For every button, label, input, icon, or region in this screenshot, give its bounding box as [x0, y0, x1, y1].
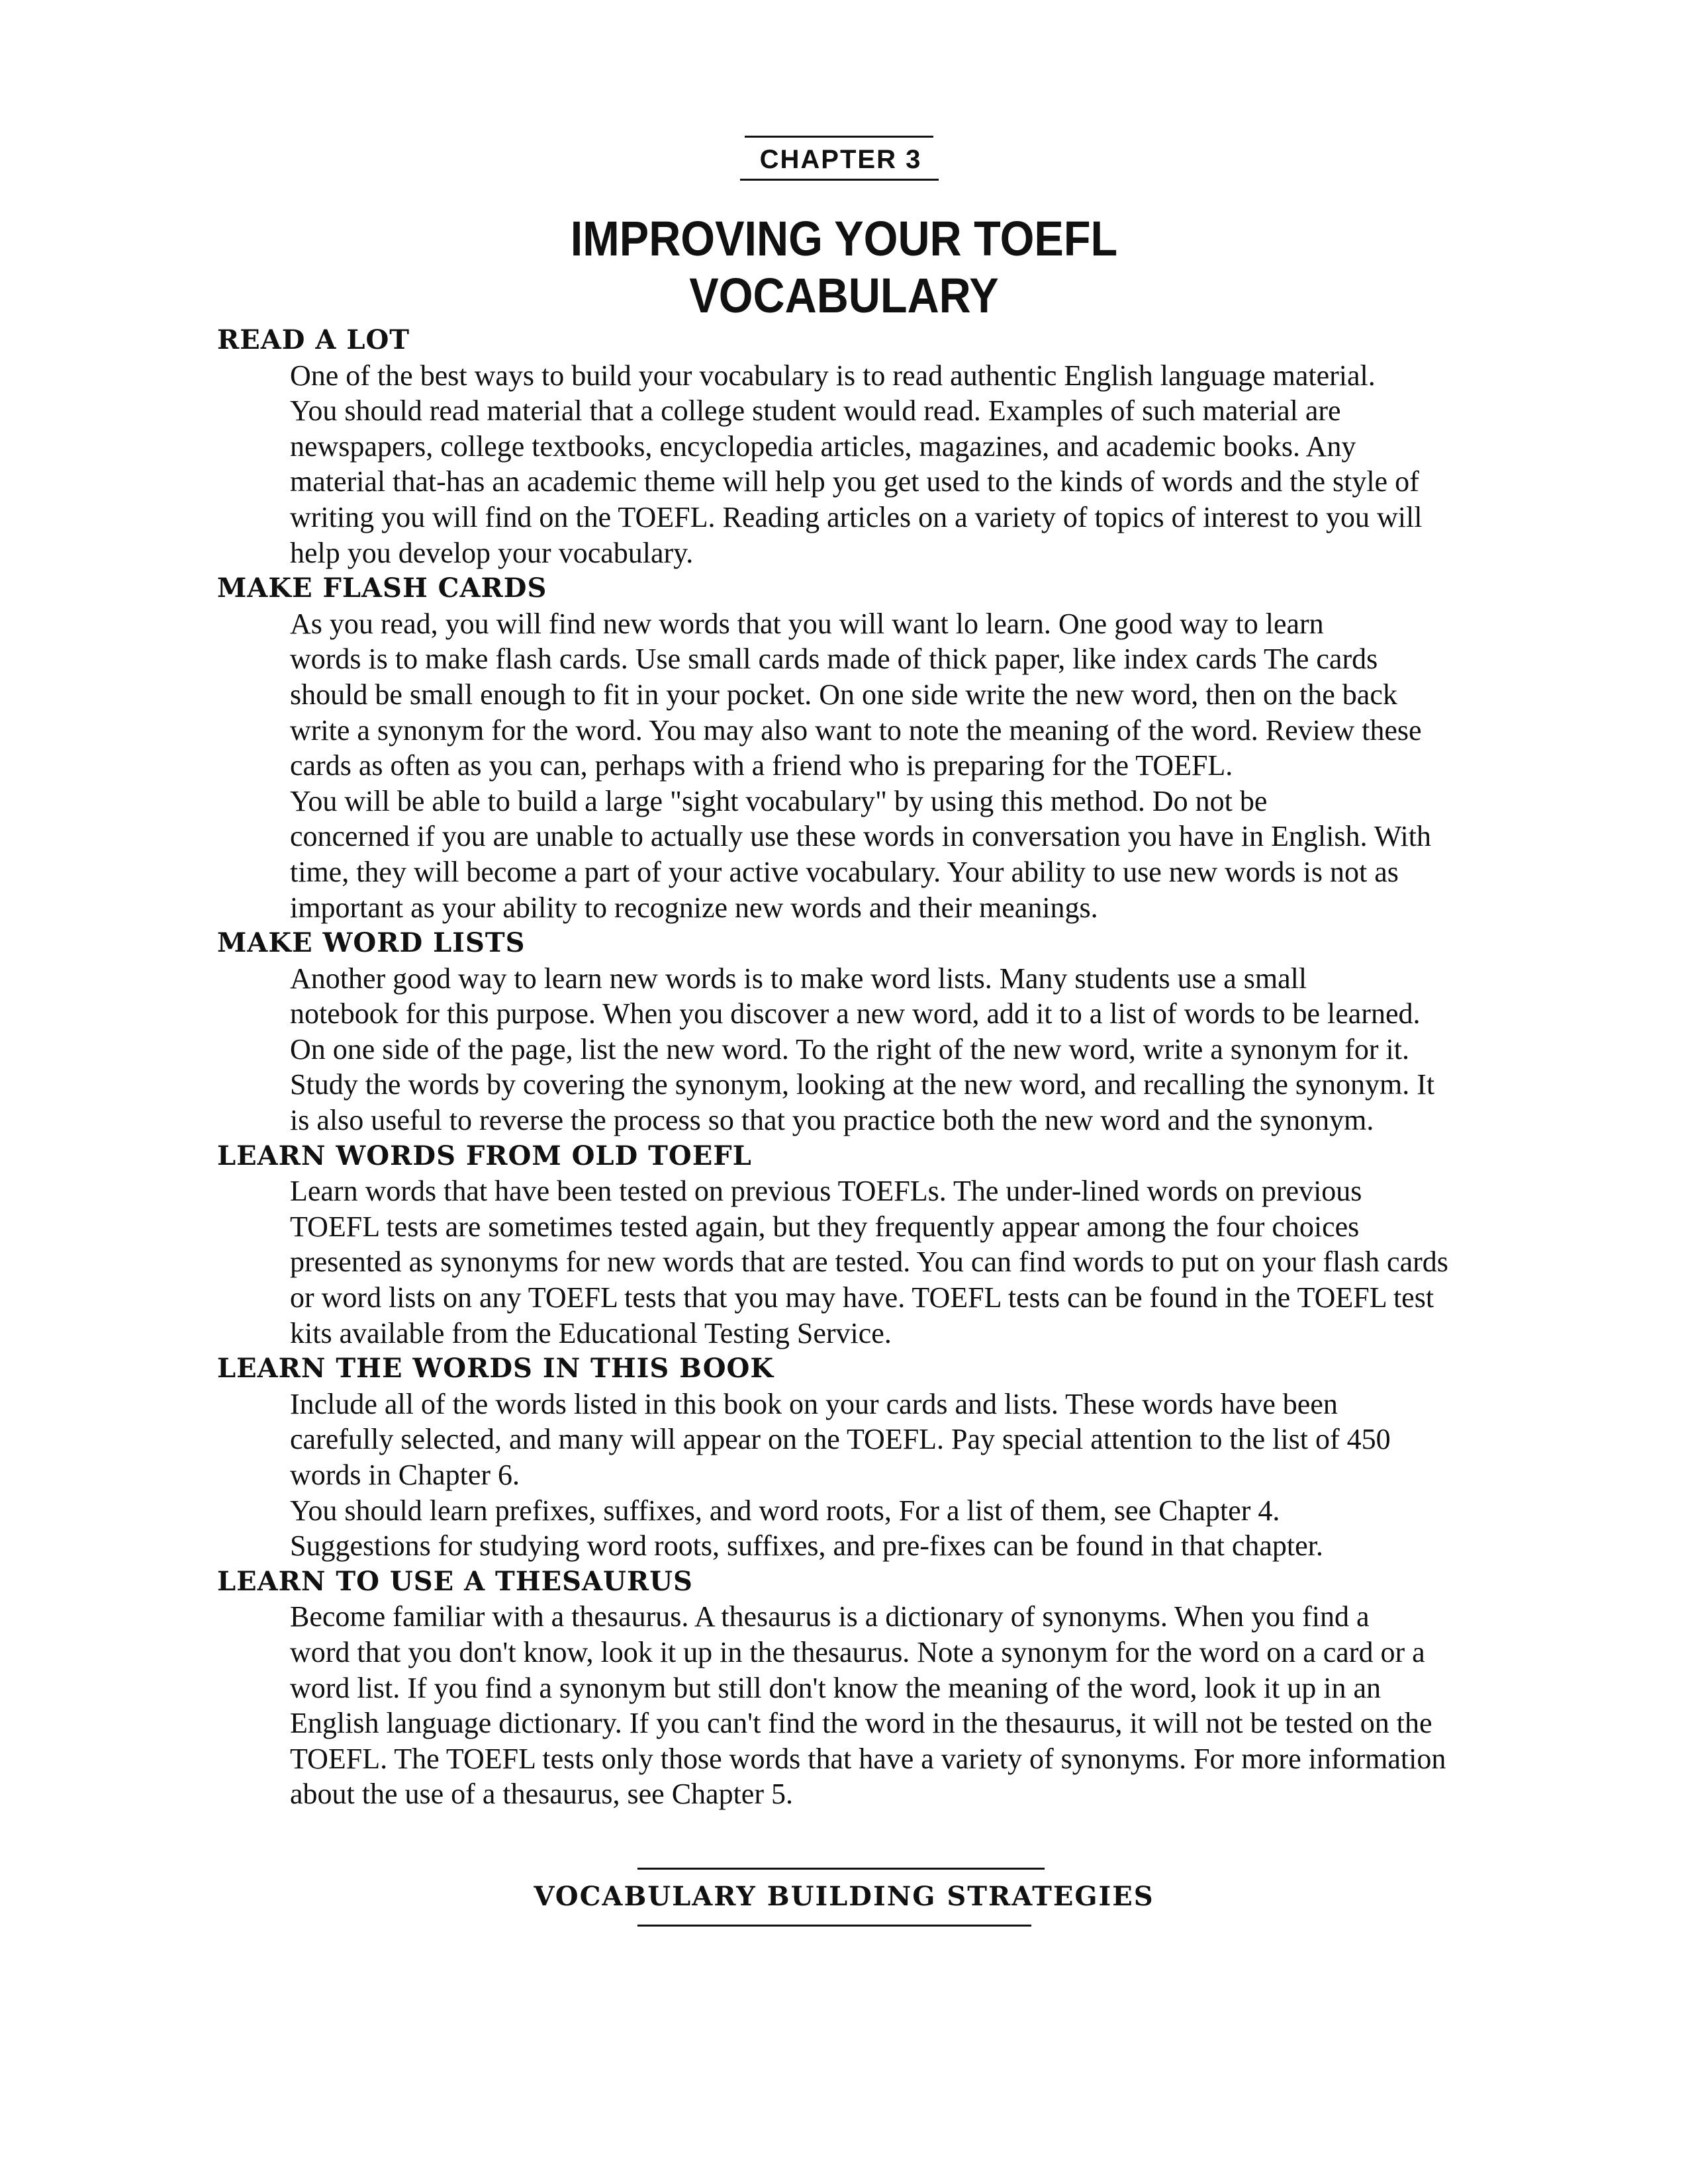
section-learn-to-use-a-thesaurus	[217, 1564, 1462, 1812]
text-line: is also useful to reverse the process so that you practice both the new word and the synonym.	[290, 1104, 1374, 1137]
section-learn-the-words-in-this-book	[217, 1351, 1462, 1564]
text-line: or word lists on any TOEFL tests that you may have. TOEFL tests can be found in the TOEFL test	[290, 1281, 1434, 1314]
section-heading: LEARN WORDS FROM OLD TOEFL	[217, 1140, 752, 1171]
paragraph	[217, 358, 1462, 571]
text-line: should be small enough to fit in your pocket. On one side write the new word, then on the back	[290, 678, 1397, 711]
text-line: On one side of the page, list the new word. To the right of the new word, write a synonym for it.	[290, 1032, 1409, 1066]
text-line: words in Chapter 6.	[290, 1459, 520, 1491]
text-line: One of the best ways to build your vocabulary is to read authentic English language material.	[290, 359, 1376, 392]
text-line: cards as often as you can, perhaps with a friend who is preparing for the TOEFL.	[290, 749, 1233, 782]
text-line: notebook for this purpose. When you discover a new word, add it to a list of words to be learned.	[290, 997, 1421, 1030]
paragraph	[217, 1387, 1462, 1493]
section-heading: READ A LOT	[217, 324, 410, 355]
text-line: TOEFL tests are sometimes tested again, but they frequently appear among the four choices	[290, 1210, 1360, 1243]
text-line: material that-has an academic theme will help you get used to the kinds of words and the style of	[290, 465, 1419, 498]
section-learn-words-from-old-toefl	[217, 1138, 1462, 1351]
text-line: TOEFL. The TOEFL tests only those words that have a variety of synonyms. For more information	[290, 1742, 1446, 1775]
section-heading: LEARN THE WORDS IN THIS BOOK	[217, 1353, 774, 1385]
chapter-label: CHAPTER 3	[759, 145, 922, 174]
text-line: Include all of the words listed in this book on your cards and lists. These words have been	[290, 1387, 1338, 1420]
section-heading: LEARN TO USE A THESAURUS	[217, 1565, 693, 1597]
text-line: writing you will find on the TOEFL. Reading articles on a variety of topics of interest to you will	[290, 500, 1423, 533]
text-line: concerned if you are unable to actually use these words in conversation you have in English. With	[290, 820, 1431, 853]
document-body	[217, 322, 1462, 1812]
chapter-rule-top	[745, 136, 933, 138]
text-line: Learn words that have been tested on previous TOEFLs. The under-lined words on previous	[290, 1175, 1362, 1208]
footer-title: VOCABULARY BUILDING STRATEGIES	[534, 1881, 1154, 1912]
page-title-line: IMPROVING YOUR TOEFL	[570, 211, 1118, 266]
page-title-line: VOCABULARY	[689, 268, 999, 323]
paragraph	[217, 1599, 1462, 1812]
text-line: You should read material that a college student would read. Examples of such material are	[290, 394, 1341, 428]
section-heading: MAKE FLASH CARDS	[217, 572, 547, 604]
text-line: Study the words by covering the synonym, looking at the new word, and recalling the synonym. It	[290, 1068, 1435, 1101]
text-line: carefully selected, and many will appear on the TOEFL. Pay special attention to the list of 450	[290, 1423, 1391, 1456]
text-line: You should learn prefixes, suffixes, and word roots, For a list of them, see Chapter 4.	[290, 1494, 1280, 1527]
text-line: time, they will become a part of your active vocabulary. Your ability to use new words is not as	[290, 855, 1399, 888]
text-line: Another good way to learn new words is to make word lists. Many students use a small	[290, 962, 1307, 995]
paragraph	[217, 784, 1462, 925]
text-line: As you read, you will find new words that you will want lo learn. One good way to learn	[290, 607, 1324, 640]
footer-rule-top	[637, 1868, 1045, 1870]
text-line: Become familiar with a thesaurus. A thesaurus is a dictionary of synonyms. When you find a	[290, 1600, 1370, 1633]
paragraph	[217, 606, 1462, 784]
text-line: kits available from the Educational Testing Service.	[290, 1316, 892, 1349]
section-read-a-lot	[217, 322, 1462, 570]
text-line: newspapers, college textbooks, encyclopedia articles, magazines, and academic books. Any	[290, 430, 1356, 463]
paragraph	[217, 1173, 1462, 1351]
text-line: presented as synonyms for new words that are tested. You can find words to put on your flash cards	[290, 1246, 1448, 1279]
text-line: word list. If you find a synonym but still don't know the meaning of the word, look it up in an	[290, 1671, 1381, 1704]
paragraph	[217, 1493, 1462, 1564]
text-line: write a synonym for the word. You may also want to note the meaning of the word. Review these	[290, 713, 1422, 747]
text-line: English language dictionary. If you can't find the word in the thesaurus, it will not be tested on the	[290, 1707, 1432, 1740]
paragraph	[217, 961, 1462, 1138]
text-line: important as your ability to recognize new words and their meanings.	[290, 891, 1098, 924]
section-heading: MAKE WORD LISTS	[217, 927, 526, 959]
text-line: help you develop your vocabulary.	[290, 536, 694, 569]
footer-rule-bottom	[637, 1925, 1031, 1927]
section-make-flash-cards	[217, 570, 1462, 925]
text-line: You will be able to build a large "sight vocabulary" by using this method. Do not be	[290, 784, 1268, 817]
text-line: about the use of a thesaurus, see Chapter 5.	[290, 1778, 793, 1811]
page-title	[427, 210, 1261, 324]
text-line: Suggestions for studying word roots, suffixes, and pre-fixes can be found in that chapter.	[290, 1529, 1323, 1563]
text-line: words is to make flash cards. Use small cards made of thick paper, like index cards The cards	[290, 643, 1378, 676]
section-make-word-lists	[217, 925, 1462, 1138]
chapter-rule-bottom	[740, 179, 939, 181]
text-line: word that you don't know, look it up in the thesaurus. Note a synonym for the word on a card or a	[290, 1635, 1425, 1668]
